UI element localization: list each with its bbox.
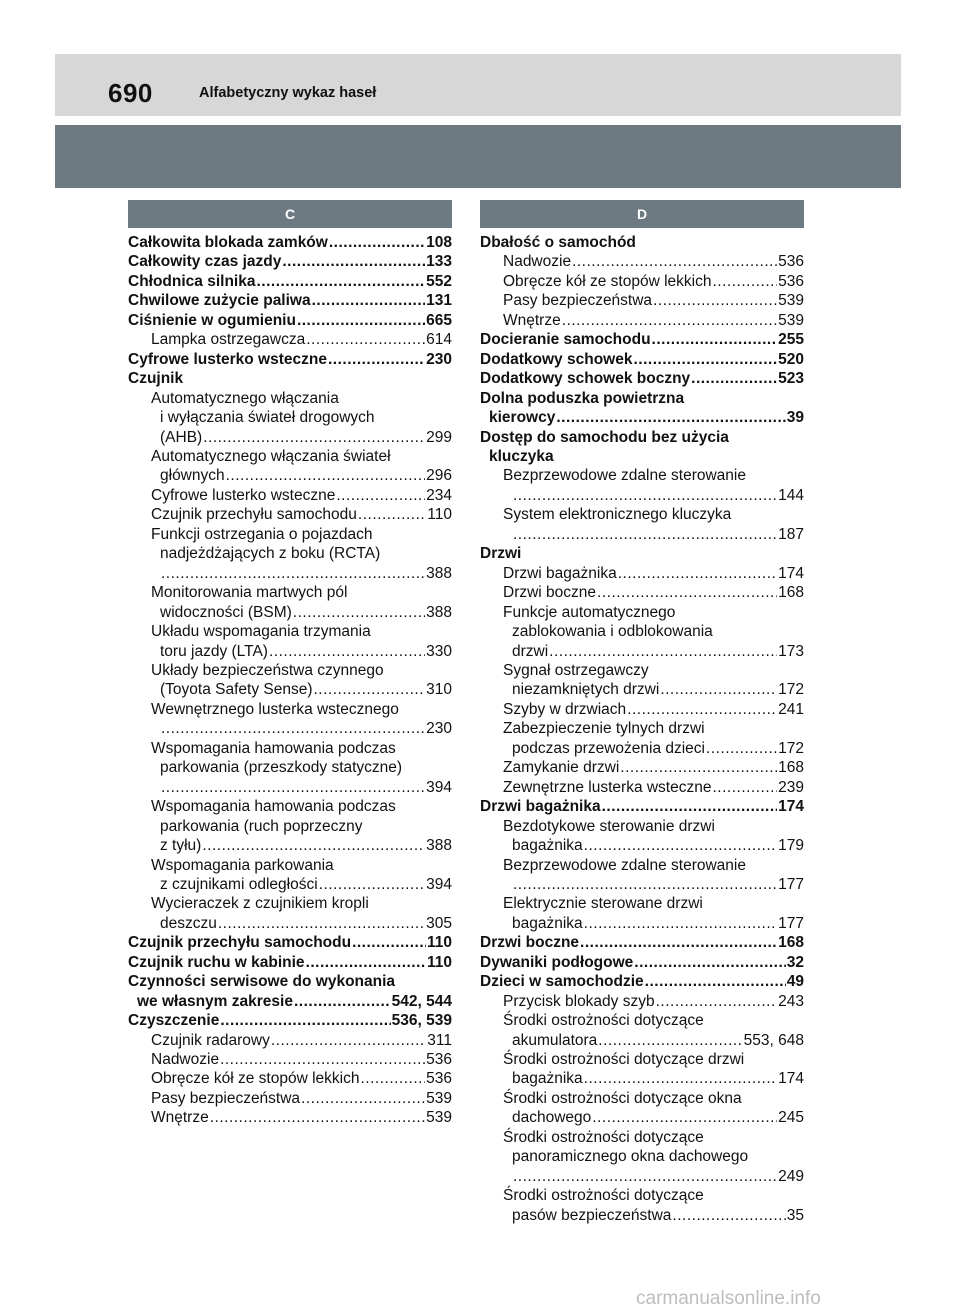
page-reference: 172 bbox=[778, 681, 804, 699]
entry-text: Dodatkowy schowek boczny bbox=[480, 370, 691, 388]
entry-text: Sygnał ostrzegawczy bbox=[503, 661, 649, 679]
index-subentry bbox=[480, 661, 804, 700]
entry-text: Czujnik przechyłu samochodu bbox=[151, 506, 357, 524]
entry-text: pasów bezpieczeństwa bbox=[512, 1206, 672, 1224]
entry-text: Środki ostrożności dotyczące okna bbox=[503, 1089, 742, 1107]
leader-dots bbox=[218, 914, 425, 933]
entry-text: Wspomagania hamowania podczas bbox=[151, 739, 396, 757]
page-reference: 614 bbox=[426, 331, 452, 349]
leader-dots bbox=[293, 603, 425, 622]
index-subentry bbox=[480, 758, 804, 777]
leader-dots bbox=[634, 953, 785, 972]
index-subentry bbox=[480, 1186, 804, 1225]
page-reference: 110 bbox=[427, 506, 452, 524]
entry-text: Automatycznego włączania bbox=[151, 389, 339, 407]
page-reference: 35 bbox=[786, 1206, 804, 1224]
entry-text: Wewnętrznego lusterka wstecznego bbox=[151, 700, 399, 718]
entry-text: Czujnik radarowy bbox=[151, 1031, 270, 1049]
page-reference: 241 bbox=[778, 700, 804, 718]
entry-text: Środki ostrożności dotyczące drzwi bbox=[503, 1051, 745, 1069]
entry-text: i wyłączania świateł drogowych bbox=[160, 409, 375, 427]
index-entry bbox=[480, 369, 804, 388]
page-reference: 131 bbox=[426, 292, 452, 310]
entry-text: Dolna poduszka powietrzna bbox=[480, 389, 685, 407]
header-band bbox=[55, 54, 901, 116]
leader-dots bbox=[319, 875, 425, 894]
entry-text: Chłodnica silnika bbox=[128, 272, 256, 290]
leader-dots bbox=[513, 875, 777, 894]
leader-dots bbox=[592, 1108, 777, 1127]
index-entry bbox=[128, 972, 452, 1011]
index-subentry bbox=[480, 1089, 804, 1128]
page-reference: 330 bbox=[426, 642, 452, 660]
leader-dots bbox=[562, 311, 777, 330]
page-reference: 255 bbox=[778, 331, 804, 349]
page-reference: 553, 648 bbox=[743, 1031, 804, 1049]
index-entry bbox=[480, 428, 804, 467]
entry-text: Wnętrze bbox=[503, 311, 561, 329]
leader-dots bbox=[161, 719, 425, 738]
page-reference: 144 bbox=[778, 486, 804, 504]
entry-text: Całkowita blokada zamków bbox=[128, 234, 328, 251]
page-reference: 542, 544 bbox=[391, 992, 452, 1010]
watermark: carmanualsonline.info bbox=[636, 1288, 821, 1309]
entry-text: Całkowity czas jazdy bbox=[128, 253, 282, 271]
entry-text: Zewnętrzne lusterka wsteczne bbox=[503, 778, 712, 796]
entry-text: Lampka ostrzegawcza bbox=[151, 331, 306, 349]
leader-dots bbox=[161, 564, 425, 583]
leader-dots bbox=[301, 1089, 425, 1108]
page-reference: 174 bbox=[778, 798, 804, 816]
page-reference: 388 bbox=[426, 837, 452, 855]
page-reference: 552 bbox=[426, 272, 452, 290]
page-reference: 230 bbox=[426, 720, 452, 738]
entry-text: Cyfrowe lusterko wsteczne bbox=[128, 350, 327, 368]
entry-text: Nadwozie bbox=[503, 253, 572, 271]
leader-dots bbox=[513, 486, 777, 505]
index-subentry bbox=[480, 1011, 804, 1050]
index-entry bbox=[128, 272, 452, 291]
page-reference: 520 bbox=[778, 350, 804, 368]
index-entry bbox=[128, 369, 452, 388]
page-reference: 388 bbox=[426, 564, 452, 582]
entry-text: Bezprzewodowe zdalne sterowanie bbox=[503, 856, 746, 874]
page-reference: 172 bbox=[778, 739, 804, 757]
leader-dots bbox=[618, 564, 777, 583]
leader-dots bbox=[297, 311, 425, 330]
leader-dots bbox=[556, 408, 785, 427]
leader-dots bbox=[256, 272, 425, 291]
page-reference: 539 bbox=[778, 292, 804, 310]
entry-text: Dywaniki podłogowe bbox=[480, 953, 634, 971]
page-reference: 174 bbox=[778, 1070, 804, 1088]
page-reference: 110 bbox=[426, 953, 452, 971]
leader-dots bbox=[226, 466, 426, 485]
entry-text: Cyfrowe lusterko wsteczne bbox=[151, 486, 336, 504]
entry-text: Czynności serwisowe do wykonania bbox=[128, 973, 396, 991]
page-reference: 305 bbox=[426, 914, 452, 932]
section-band bbox=[55, 125, 901, 188]
entry-text: podczas przewożenia dzieci bbox=[512, 739, 705, 757]
index-subentry bbox=[128, 622, 452, 661]
page-reference: 523 bbox=[778, 370, 804, 388]
index-subentry bbox=[128, 700, 452, 739]
leader-dots bbox=[620, 758, 777, 777]
leader-dots bbox=[645, 972, 786, 991]
leader-dots bbox=[656, 992, 778, 1011]
entry-text: Wspomagania parkowania bbox=[151, 856, 334, 874]
entry-text: Dodatkowy schowek bbox=[480, 350, 633, 368]
leader-dots bbox=[161, 778, 425, 797]
page-reference: 539 bbox=[778, 311, 804, 329]
page-reference: 187 bbox=[778, 525, 804, 543]
page-reference: 388 bbox=[426, 603, 452, 621]
page-reference: 536 bbox=[426, 1051, 452, 1069]
index-subentry bbox=[480, 1128, 804, 1186]
leader-dots bbox=[210, 1108, 425, 1127]
page-reference: 174 bbox=[778, 564, 804, 582]
leader-dots bbox=[314, 680, 426, 699]
entry-text: kierowcy bbox=[489, 409, 556, 427]
page-reference: 39 bbox=[786, 409, 804, 427]
leader-dots bbox=[513, 525, 777, 544]
entry-text: Chwilowe zużycie paliwa bbox=[128, 292, 311, 310]
entry-text: Obręcze kół ze stopów lekkich bbox=[503, 272, 712, 290]
leader-dots bbox=[549, 642, 777, 661]
entry-text: Układy bezpieczeństwa czynnego bbox=[151, 661, 384, 679]
page-reference: 665 bbox=[426, 311, 452, 329]
entry-text: Drzwi boczne bbox=[480, 934, 580, 952]
index-subentry bbox=[128, 505, 452, 524]
leader-dots bbox=[712, 272, 777, 291]
index-entry bbox=[480, 330, 804, 349]
entry-text: bagażnika bbox=[512, 837, 583, 855]
index-subentry bbox=[128, 525, 452, 583]
leader-dots bbox=[329, 233, 425, 252]
index-subentry bbox=[480, 583, 804, 602]
page-reference: 177 bbox=[778, 875, 804, 893]
index-subentry bbox=[480, 505, 804, 544]
entry-list-d bbox=[480, 233, 804, 1225]
index-subentry bbox=[480, 603, 804, 661]
leader-dots bbox=[691, 369, 777, 388]
entry-text: Drzwi boczne bbox=[503, 584, 597, 602]
entry-text: Czyszczenie bbox=[128, 1012, 220, 1030]
running-header-title: Alfabetyczny wykaz haseł bbox=[199, 85, 377, 101]
page-reference: 168 bbox=[778, 759, 804, 777]
index-subentry bbox=[480, 700, 804, 719]
page-reference: 536 bbox=[426, 1070, 452, 1088]
entry-text: Czujnik ruchu w kabinie bbox=[128, 953, 305, 971]
leader-dots bbox=[633, 350, 777, 369]
entry-text: Bezprzewodowe zdalne sterowanie bbox=[503, 467, 746, 485]
leader-dots bbox=[572, 252, 777, 271]
entry-text: we własnym zakresie bbox=[137, 992, 293, 1010]
index-subentry bbox=[480, 564, 804, 583]
page-reference: 110 bbox=[426, 934, 452, 952]
page-reference: 230 bbox=[426, 350, 452, 368]
page-reference: 177 bbox=[778, 914, 804, 932]
index-entry bbox=[480, 389, 804, 428]
entry-text: Zamykanie drzwi bbox=[503, 759, 620, 777]
entry-text: nadjeżdżających z boku (RCTA) bbox=[160, 545, 381, 563]
entry-text: akumulatora bbox=[512, 1031, 598, 1049]
index-entry bbox=[480, 350, 804, 369]
page-reference: 539 bbox=[426, 1109, 452, 1127]
index-subentry bbox=[480, 778, 804, 797]
index-subentry bbox=[480, 272, 804, 291]
leader-dots bbox=[202, 836, 425, 855]
index-entry bbox=[480, 233, 804, 252]
index-entry bbox=[128, 233, 452, 252]
entry-text: z tyłu) bbox=[160, 837, 202, 855]
index-subentry bbox=[128, 583, 452, 622]
leader-dots bbox=[358, 505, 426, 524]
entry-text: Przycisk blokady szyb bbox=[503, 992, 655, 1010]
index-subentry bbox=[128, 330, 452, 349]
index-subentry bbox=[128, 1089, 452, 1108]
leader-dots bbox=[584, 1069, 777, 1088]
entry-text: z czujnikami odległości bbox=[160, 875, 318, 893]
entry-text: Zabezpieczenie tylnych drzwi bbox=[503, 720, 705, 738]
entry-text: Czujnik bbox=[128, 370, 184, 388]
entry-text: Układu wspomagania trzymania bbox=[151, 623, 371, 641]
leader-dots bbox=[220, 1011, 390, 1030]
leader-dots bbox=[220, 1050, 425, 1069]
entry-text: bagażnika bbox=[512, 914, 583, 932]
page-reference: 168 bbox=[778, 584, 804, 602]
entry-text: panoramicznego okna dachowego bbox=[512, 1148, 749, 1166]
index-subentry bbox=[128, 1031, 452, 1050]
index-subentry bbox=[480, 856, 804, 895]
index-entry bbox=[128, 311, 452, 330]
index-entry bbox=[480, 953, 804, 972]
page-reference: 133 bbox=[426, 253, 452, 271]
entry-text: widoczności (BSM) bbox=[160, 603, 292, 621]
index-subentry bbox=[480, 311, 804, 330]
entry-text: Obręcze kół ze stopów lekkich bbox=[151, 1070, 360, 1088]
entry-text: Pasy bezpieczeństwa bbox=[503, 292, 653, 310]
entry-text: Bezdotykowe sterowanie drzwi bbox=[503, 817, 715, 835]
entry-text: Dostęp do samochodu bez użycia bbox=[480, 428, 729, 446]
leader-dots bbox=[271, 1031, 426, 1050]
index-subentry bbox=[480, 719, 804, 758]
leader-dots bbox=[672, 1206, 785, 1225]
page-reference: 536 bbox=[778, 272, 804, 290]
leader-dots bbox=[652, 330, 778, 349]
index-column-d bbox=[480, 200, 804, 1225]
entry-text: bagażnika bbox=[512, 1070, 583, 1088]
index-subentry bbox=[128, 389, 452, 447]
index-subentry bbox=[128, 1050, 452, 1069]
leader-dots bbox=[203, 428, 425, 447]
page-reference: 299 bbox=[426, 428, 452, 446]
index-entry bbox=[128, 350, 452, 369]
page-reference: 49 bbox=[786, 973, 804, 991]
page-reference: 108 bbox=[426, 234, 452, 251]
entry-text: Funkcje automatycznego bbox=[503, 603, 676, 621]
entry-text: Środki ostrożności dotyczące bbox=[503, 1128, 704, 1146]
index-entry bbox=[480, 544, 804, 563]
page-reference: 168 bbox=[778, 934, 804, 952]
entry-text: Automatycznego włączania świateł bbox=[151, 447, 391, 465]
leader-dots bbox=[580, 933, 777, 952]
page-reference: 179 bbox=[778, 837, 804, 855]
page-reference: 539 bbox=[426, 1089, 452, 1107]
page-reference: 311 bbox=[427, 1031, 452, 1049]
entry-text: Dzieci w samochodzie bbox=[480, 973, 644, 991]
index-subentry bbox=[128, 797, 452, 855]
index-subentry bbox=[128, 447, 452, 486]
entry-text: niezamkniętych drzwi bbox=[512, 681, 660, 699]
leader-dots bbox=[360, 1069, 425, 1088]
entry-text: Wycieraczek z czujnikiem kropli bbox=[151, 895, 369, 913]
leader-dots bbox=[597, 583, 777, 602]
page-reference: 394 bbox=[426, 778, 452, 796]
index-entry bbox=[480, 797, 804, 816]
index-subentry bbox=[128, 1108, 452, 1127]
entry-text: zablokowania i odblokowania bbox=[512, 623, 713, 641]
entry-text: Nadwozie bbox=[151, 1051, 220, 1069]
index-subentry bbox=[480, 252, 804, 271]
entry-text: parkowania (ruch poprzeczny bbox=[160, 817, 363, 835]
leader-dots bbox=[282, 252, 425, 271]
entry-text: (AHB) bbox=[160, 428, 203, 446]
entry-text: Wspomagania hamowania podczas bbox=[151, 798, 396, 816]
entry-text: głównych bbox=[160, 467, 225, 485]
entry-text: dachowego bbox=[512, 1109, 592, 1127]
index-column-c bbox=[128, 200, 452, 1128]
page-reference: 249 bbox=[778, 1167, 804, 1185]
index-subentry bbox=[128, 856, 452, 895]
leader-dots bbox=[336, 486, 425, 505]
entry-text: Monitorowania martwych pól bbox=[151, 584, 348, 602]
entry-text: Elektrycznie sterowane drzwi bbox=[503, 895, 703, 913]
page-reference: 234 bbox=[426, 486, 452, 504]
entry-text: Drzwi bagażnika bbox=[503, 564, 617, 582]
leader-dots bbox=[352, 933, 426, 952]
leader-dots bbox=[653, 291, 777, 310]
leader-dots bbox=[306, 953, 426, 972]
letter-heading-c: C bbox=[128, 200, 452, 228]
index-entry bbox=[480, 972, 804, 991]
entry-text: (Toyota Safety Sense) bbox=[160, 681, 313, 699]
leader-dots bbox=[584, 914, 777, 933]
entry-text: Pasy bezpieczeństwa bbox=[151, 1089, 301, 1107]
page-reference: 173 bbox=[778, 642, 804, 660]
entry-text: toru jazdy (LTA) bbox=[160, 642, 268, 660]
index-entry bbox=[128, 933, 452, 952]
index-subentry bbox=[480, 817, 804, 856]
entry-text: Docieranie samochodu bbox=[480, 331, 651, 349]
page-reference: 32 bbox=[786, 953, 804, 971]
index-subentry bbox=[128, 486, 452, 505]
index-entry bbox=[480, 933, 804, 952]
leader-dots bbox=[312, 291, 426, 310]
entry-text: Szyby w drzwiach bbox=[503, 700, 627, 718]
entry-text: drzwi bbox=[512, 642, 549, 660]
entry-text: parkowania (przeszkody statyczne) bbox=[160, 759, 403, 777]
entry-text: deszczu bbox=[160, 914, 217, 932]
entry-text: Czujnik przechyłu samochodu bbox=[128, 934, 352, 952]
page-reference: 243 bbox=[778, 992, 804, 1010]
entry-list-c bbox=[128, 233, 452, 1128]
index-subentry bbox=[128, 1069, 452, 1088]
entry-text: Środki ostrożności dotyczące bbox=[503, 1012, 704, 1030]
leader-dots bbox=[513, 1167, 777, 1186]
letter-heading-d: D bbox=[480, 200, 804, 228]
leader-dots bbox=[602, 797, 778, 816]
entry-text: Ciśnienie w ogumieniu bbox=[128, 311, 296, 329]
leader-dots bbox=[584, 836, 777, 855]
page-reference: 310 bbox=[426, 681, 452, 699]
leader-dots bbox=[660, 680, 777, 699]
entry-text: Funkcji ostrzegania o pojazdach bbox=[151, 525, 373, 543]
entry-text: Dbałość o samochód bbox=[480, 234, 636, 251]
entry-text: System elektronicznego kluczyka bbox=[503, 506, 732, 524]
page-reference: 296 bbox=[426, 467, 452, 485]
leader-dots bbox=[712, 778, 777, 797]
index-entry bbox=[128, 252, 452, 271]
leader-dots bbox=[598, 1031, 742, 1050]
index-subentry bbox=[480, 1050, 804, 1089]
leader-dots bbox=[269, 642, 425, 661]
page-reference: 536 bbox=[778, 253, 804, 271]
leader-dots bbox=[306, 330, 425, 349]
page-reference: 245 bbox=[778, 1109, 804, 1127]
page-reference: 239 bbox=[778, 778, 804, 796]
entry-text: Środki ostrożności dotyczące bbox=[503, 1187, 704, 1205]
index-subentry bbox=[480, 894, 804, 933]
index-subentry bbox=[128, 661, 452, 700]
entry-text: Wnętrze bbox=[151, 1109, 209, 1127]
leader-dots bbox=[627, 700, 777, 719]
index-subentry bbox=[480, 291, 804, 310]
page-reference: 394 bbox=[426, 875, 452, 893]
leader-dots bbox=[294, 992, 391, 1011]
index-subentry bbox=[128, 739, 452, 797]
leader-dots bbox=[328, 350, 425, 369]
entry-text: Drzwi bagażnika bbox=[480, 798, 601, 816]
index-subentry bbox=[480, 466, 804, 505]
index-entry bbox=[128, 953, 452, 972]
entry-text: kluczyka bbox=[489, 447, 554, 465]
page-number: 690 bbox=[108, 78, 153, 108]
index-subentry bbox=[128, 894, 452, 933]
leader-dots bbox=[706, 739, 777, 758]
index-entry bbox=[128, 1011, 452, 1030]
index-entry bbox=[128, 291, 452, 310]
index-subentry bbox=[480, 992, 804, 1011]
page-reference: 536, 539 bbox=[391, 1012, 452, 1030]
entry-text: Drzwi bbox=[480, 545, 522, 563]
